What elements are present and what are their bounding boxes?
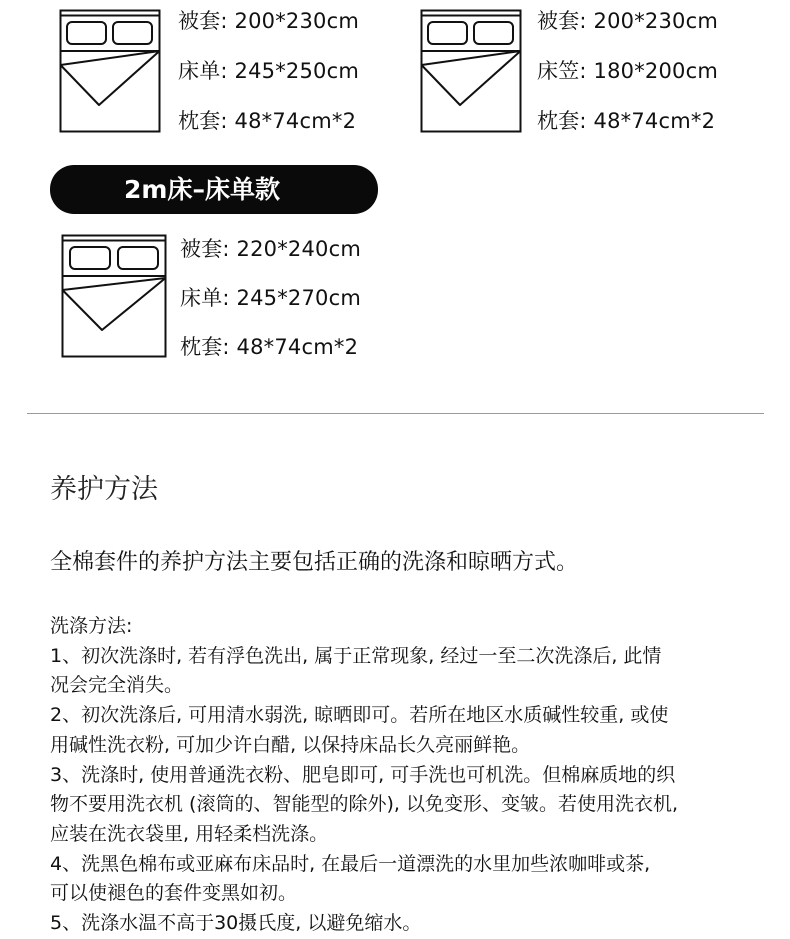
spec-duvet: 被套: 200*230cm: [537, 9, 719, 33]
spec-pillowcase: 枕套: 48*74cm*2: [178, 109, 357, 133]
care-summary: 全棉套件的养护方法主要包括正确的洗涤和晾晒方式。: [50, 550, 579, 575]
care-title: 养护方法: [50, 474, 158, 505]
spec-pillowcase: 枕套: 48*74cm*2: [537, 109, 716, 133]
care-line: 3、洗涤时, 使用普通洗衣粉、肥皂即可, 可手洗也可机洗。但棉麻质地的织: [50, 763, 676, 786]
care-line: 可以使褪色的套件变黑如初。: [50, 882, 298, 905]
care-instructions: [50, 612, 770, 939]
care-line: 5、洗涤水温不高于30摄氏度, 以避免缩水。: [50, 912, 422, 935]
spec-fitted-sheet: 床笠: 180*200cm: [537, 59, 719, 83]
spec-duvet: 被套: 200*230cm: [178, 9, 360, 33]
section-divider: [27, 413, 764, 414]
care-line: 1、初次洗涤时, 若有浮色洗出, 属于正常现象, 经过一至二次洗涤后, 此情: [50, 644, 662, 667]
spec-pillowcase: 枕套: 48*74cm*2: [180, 335, 359, 359]
care-line-heading: 洗涤方法:: [50, 615, 133, 637]
spec-sheet: 床单: 245*270cm: [180, 286, 362, 310]
bed-diagram-icon: [61, 234, 169, 359]
bed-diagram-icon: [59, 9, 163, 134]
care-line: 物不要用洗衣机 (滚筒的、智能型的除外), 以免变形、变皱。若使用洗衣机,: [50, 793, 678, 816]
care-line: 2、初次洗涤后, 可用清水弱洗, 晾晒即可。若所在地区水质碱性较重, 或使: [50, 704, 669, 727]
spec-duvet: 被套: 220*240cm: [180, 237, 362, 261]
spec-sheet: 床单: 245*250cm: [178, 59, 360, 83]
bed-diagram-icon: [420, 9, 524, 134]
care-line: 4、洗黑色棉布或亚麻布床品时, 在最后一道漂洗的水里加些浓咖啡或茶,: [50, 852, 651, 875]
section-heading-2m-sheet: 2m床–床单款: [50, 165, 378, 214]
care-line: 用碱性洗衣粉, 可加少许白醋, 以保持床品长久亮丽鲜艳。: [50, 733, 531, 756]
care-line: 应装在洗衣袋里, 用轻柔档洗涤。: [50, 822, 329, 845]
care-line: 况会完全消失。: [50, 674, 184, 697]
